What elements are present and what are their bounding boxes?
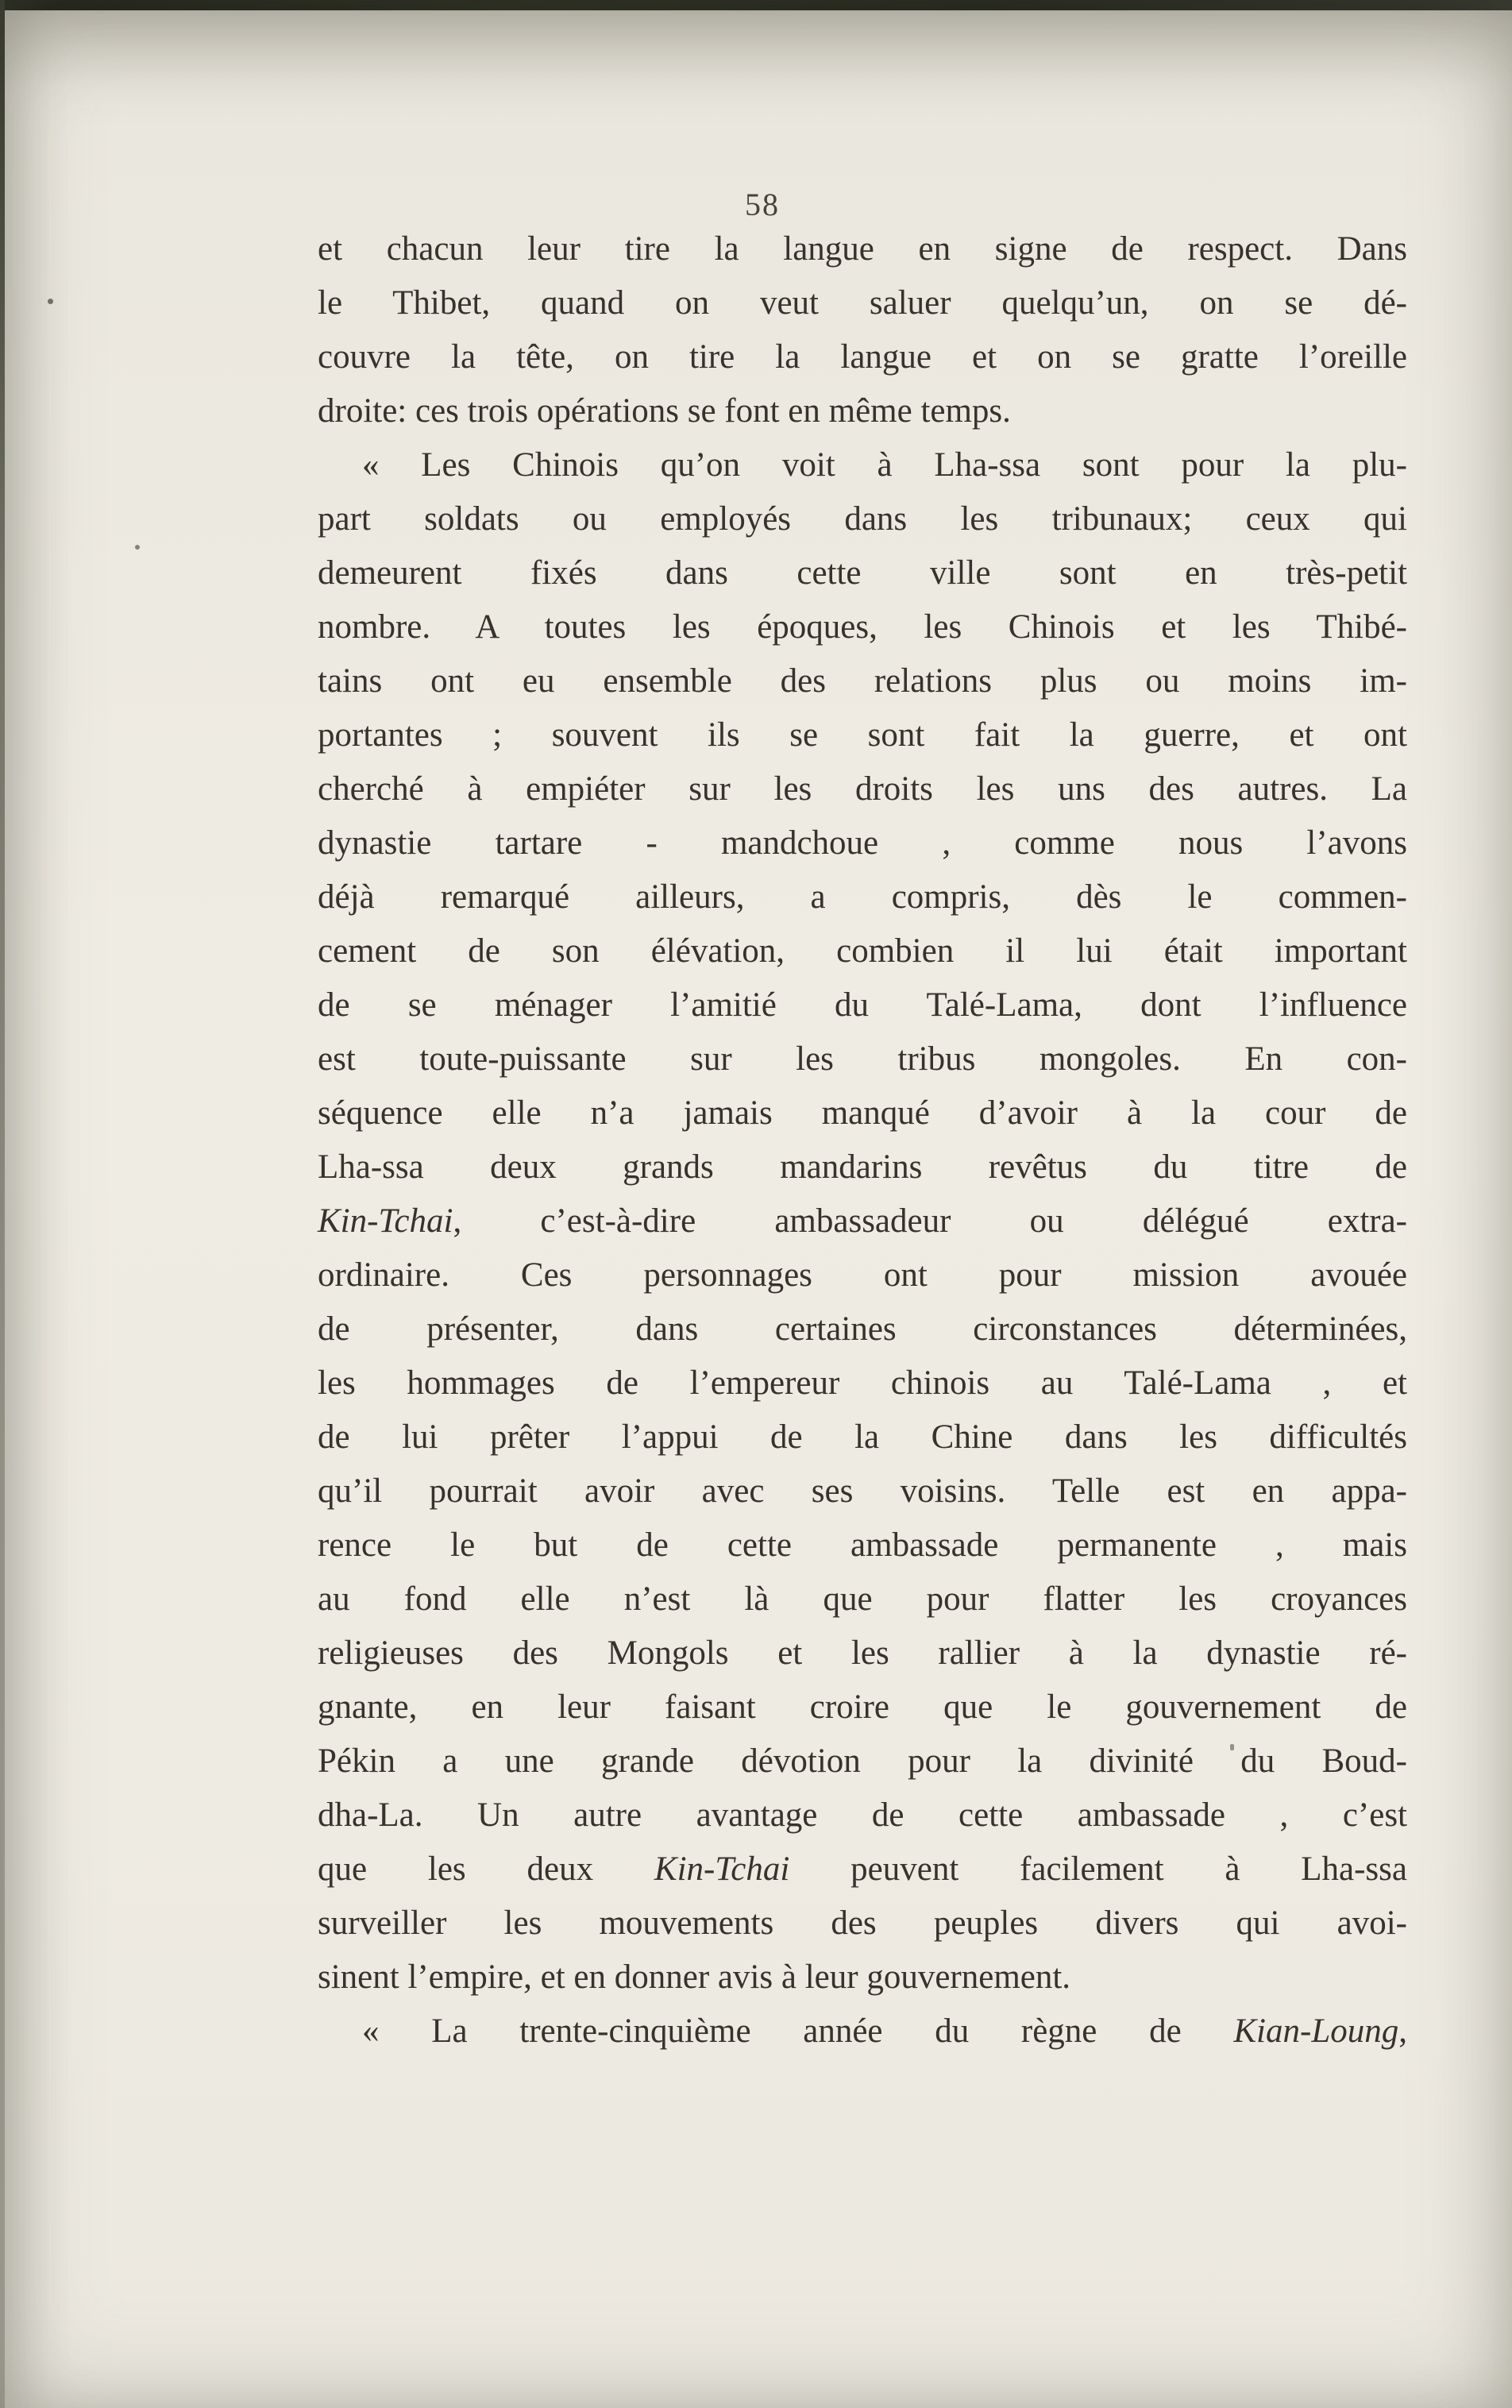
text-segment: dha-La. Un autre avantage de cette ambassade , c’est xyxy=(318,1796,1407,1834)
text-line xyxy=(318,1302,1407,1356)
text-segment: portantes ; souvent ils se sont fait la guerre, et ont xyxy=(318,716,1407,754)
text-segment: dynastie tartare - mandchoue , comme nous l’avons xyxy=(318,824,1407,862)
text-segment: peuvent facilement à Lha-ssa xyxy=(789,1850,1407,1888)
text-segment: surveiller les mouvements des peuples divers qui avoi- xyxy=(318,1904,1407,1942)
text-segment: séquence elle n’a jamais manqué d’avoir à la cour de xyxy=(318,1094,1407,1132)
text-line xyxy=(318,330,1407,384)
text-line xyxy=(318,1789,1407,1843)
text-line xyxy=(318,1681,1407,1735)
text-segment: part soldats ou employés dans les tribunaux; ceux qui xyxy=(318,500,1407,538)
page-text xyxy=(318,222,1407,2059)
text-line xyxy=(318,1735,1407,1789)
text-segment: « La trente-cinquième année du règne de xyxy=(362,2012,1234,2050)
text-line xyxy=(318,1573,1407,1627)
text-segment: déjà remarqué ailleurs, a compris, dès le commen- xyxy=(318,878,1407,916)
text-line xyxy=(318,1140,1407,1194)
italic-text-segment: Kin-Tchai xyxy=(318,1202,453,1240)
text-line xyxy=(318,600,1407,654)
italic-text-segment: Kian-Loung xyxy=(1233,2012,1399,2050)
scan-speck xyxy=(48,299,53,304)
text-segment: nombre. A toutes les époques, les Chinois et les Thibé- xyxy=(318,608,1407,646)
text-segment: religieuses des Mongols et les rallier à la dynastie ré- xyxy=(318,1634,1407,1672)
text-line xyxy=(318,978,1407,1032)
text-segment: , c’est-à-dire ambassadeur ou délégué extra- xyxy=(453,1202,1407,1240)
text-line xyxy=(318,438,1407,492)
text-line xyxy=(318,924,1407,978)
text-segment: Pékin a une grande dévotion pour la divinité du Boud- xyxy=(318,1742,1407,1780)
text-line xyxy=(318,1194,1407,1248)
text-segment: au fond elle n’est là que pour flatter les croyances xyxy=(318,1580,1407,1618)
text-segment: de présenter, dans certaines circonstances déterminées, xyxy=(318,1310,1407,1348)
text-segment: gnante, en leur faisant croire que le gouvernement de xyxy=(318,1688,1407,1726)
text-segment: qu’il pourrait avoir avec ses voisins. Telle est en appa- xyxy=(318,1472,1407,1510)
text-line xyxy=(318,654,1407,708)
text-segment: « Les Chinois qu’on voit à Lha-ssa sont pour la plu- xyxy=(362,446,1407,484)
text-line xyxy=(318,762,1407,816)
text-segment: cement de son élévation, combien il lui était important xyxy=(318,932,1407,970)
text-line xyxy=(318,1951,1407,2005)
scan-speck xyxy=(135,545,140,550)
text-segment: de se ménager l’amitié du Talé-Lama, dont l’influence xyxy=(318,986,1407,1024)
text-line xyxy=(318,1464,1407,1519)
text-segment: les hommages de l’empereur chinois au Talé-Lama , et xyxy=(318,1364,1407,1402)
text-line xyxy=(318,546,1407,600)
text-line xyxy=(318,1519,1407,1573)
page-number: 58 xyxy=(745,187,780,222)
text-line xyxy=(318,816,1407,870)
scan-left-edge xyxy=(0,0,5,2408)
text-segment: cherché à empiéter sur les droits les uns des autres. La xyxy=(318,770,1407,808)
text-segment: et chacun leur tire la langue en signe de respect. Dans xyxy=(318,230,1407,268)
text-line xyxy=(318,1897,1407,1951)
text-segment: rence le but de cette ambassade permanente , mais xyxy=(318,1526,1407,1564)
text-line xyxy=(318,1627,1407,1681)
text-segment: ordinaire. Ces personnages ont pour mission avouée xyxy=(318,1256,1407,1294)
text-segment: est toute-puissante sur les tribus mongoles. En con- xyxy=(318,1040,1407,1078)
text-line xyxy=(318,276,1407,330)
text-segment: tains ont eu ensemble des relations plus ou moins im- xyxy=(318,662,1407,700)
text-line xyxy=(318,1356,1407,1410)
text-segment: couvre la tête, on tire la langue et on se gratte l’oreille xyxy=(318,338,1407,376)
text-segment: demeurent fixés dans cette ville sont en très-petit xyxy=(318,554,1407,592)
text-segment: de lui prêter l’appui de la Chine dans les difficultés xyxy=(318,1418,1407,1456)
text-segment: Lha-ssa deux grands mandarins revêtus du titre de xyxy=(318,1148,1407,1186)
text-line xyxy=(318,492,1407,546)
text-line xyxy=(318,708,1407,762)
text-line xyxy=(318,1248,1407,1302)
text-line xyxy=(318,1086,1407,1140)
text-line xyxy=(318,2005,1407,2059)
text-segment: , xyxy=(1398,2012,1407,2050)
text-line xyxy=(318,222,1407,276)
text-segment: droite: ces trois opérations se font en même temps. xyxy=(318,392,1011,430)
text-segment: sinent l’empire, et en donner avis à leur gouvernement. xyxy=(318,1958,1071,1996)
text-line xyxy=(318,1843,1407,1897)
text-line xyxy=(318,870,1407,924)
text-line xyxy=(318,1032,1407,1086)
text-segment: le Thibet, quand on veut saluer quelqu’un, on se dé- xyxy=(318,284,1407,322)
scan-top-edge xyxy=(0,0,1512,10)
italic-text-segment: Kin-Tchai xyxy=(654,1850,790,1888)
text-segment: que les deux xyxy=(318,1850,654,1888)
text-line xyxy=(318,1410,1407,1464)
text-line xyxy=(318,384,1407,438)
